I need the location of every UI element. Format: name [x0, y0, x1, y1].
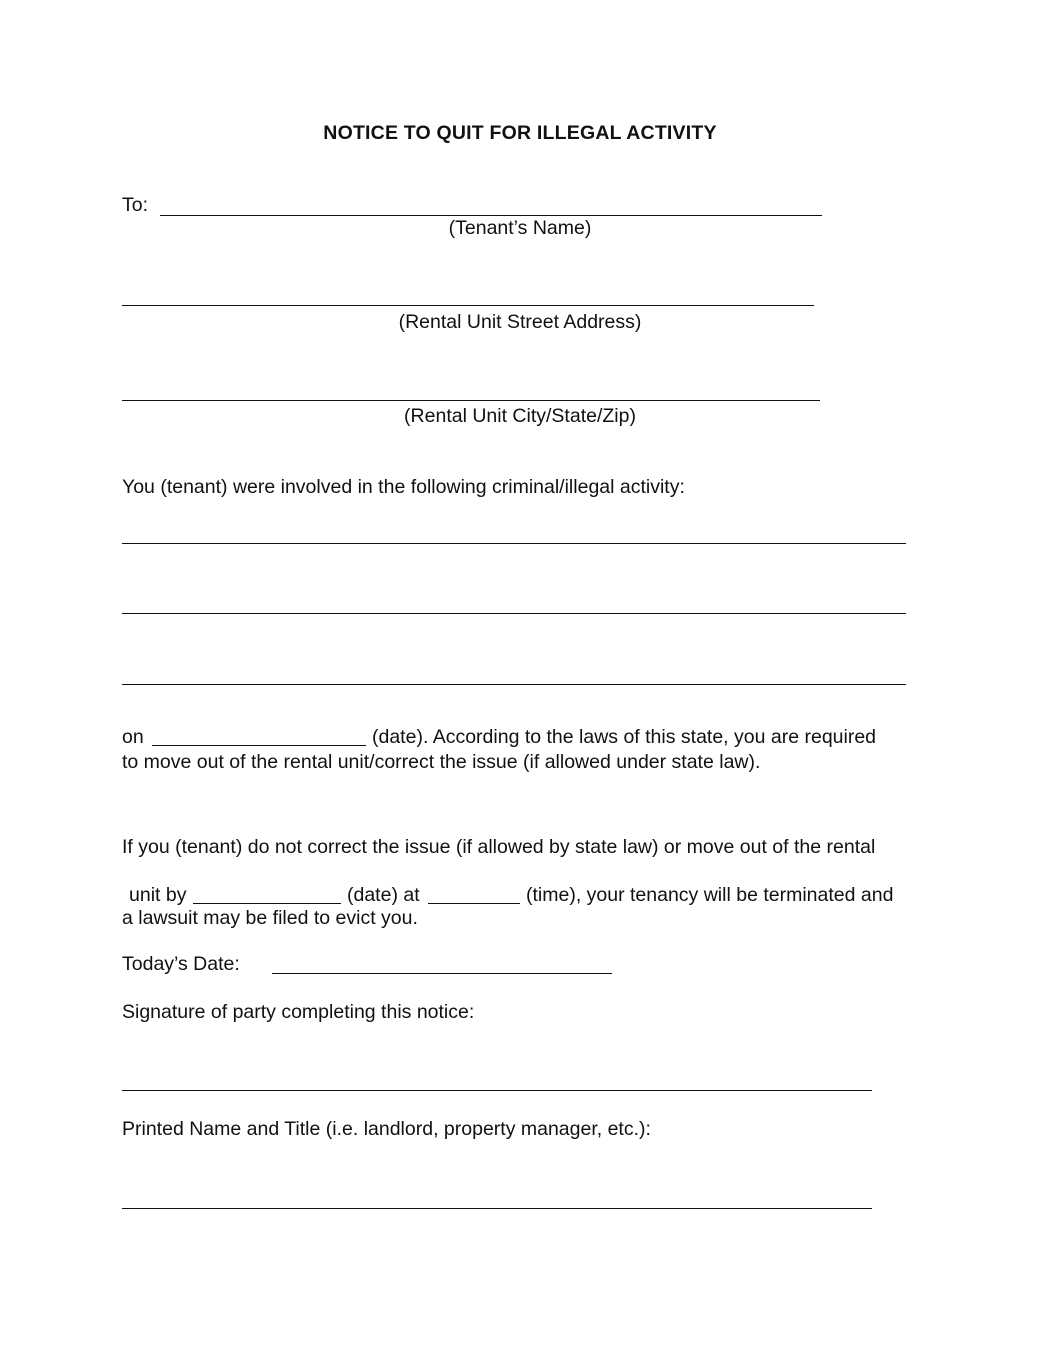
- date-sentence: (date). According to the laws of this state, you are required: [372, 726, 877, 748]
- activity-date-field[interactable]: [152, 745, 366, 746]
- activity-line-1[interactable]: [122, 543, 906, 544]
- signature-field[interactable]: [122, 1090, 872, 1091]
- activity-line-2[interactable]: [122, 613, 906, 614]
- document-title: NOTICE TO QUIT FOR ILLEGAL ACTIVITY: [323, 122, 717, 144]
- street-address-caption: (Rental Unit Street Address): [398, 311, 642, 333]
- printed-name-field[interactable]: [122, 1208, 872, 1209]
- printed-name-label: Printed Name and Title (i.e. landlord, property manager, etc.):: [122, 1118, 651, 1140]
- todays-date-label: Today’s Date:: [122, 953, 240, 975]
- city-state-zip-field[interactable]: [122, 400, 820, 401]
- activity-intro: You (tenant) were involved in the following criminal/illegal activity:: [122, 476, 685, 498]
- time-sentence: (time), your tenancy will be terminated and: [526, 884, 894, 906]
- move-out-date-field[interactable]: [193, 903, 341, 904]
- activity-line-3[interactable]: [122, 684, 906, 685]
- tenant-name-caption: (Tenant’s Name): [448, 217, 592, 239]
- lawsuit-line: a lawsuit may be filed to evict you.: [122, 907, 418, 929]
- city-state-zip-caption: (Rental Unit City/State/Zip): [404, 405, 636, 427]
- unit-by-label: unit by: [129, 884, 187, 906]
- street-address-field[interactable]: [122, 305, 814, 306]
- signature-label: Signature of party completing this notice:: [122, 1001, 475, 1023]
- todays-date-field[interactable]: [272, 973, 612, 974]
- to-label: To:: [122, 194, 149, 216]
- date-at-label: (date) at: [347, 884, 420, 906]
- move-out-line: to move out of the rental unit/correct the issue (if allowed under state law).: [122, 751, 761, 773]
- move-out-time-field[interactable]: [428, 903, 520, 904]
- on-label: on: [122, 726, 144, 748]
- if-line: If you (tenant) do not correct the issue (if allowed by state law) or move out of the rental: [122, 836, 876, 858]
- tenant-name-field[interactable]: [160, 215, 822, 216]
